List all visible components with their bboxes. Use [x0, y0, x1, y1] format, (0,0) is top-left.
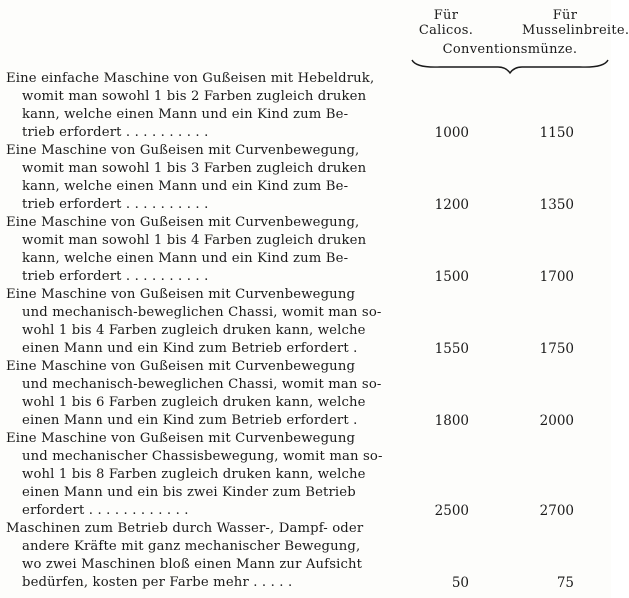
- entry-description-line: Eine Maschine von Gußeisen mit Curvenbewegung,: [6, 143, 360, 158]
- entry-description: [0, 286, 405, 358]
- currency-subheading: Conventionsmünze.: [442, 42, 578, 57]
- column-header-calicos-line2: Calicos.: [418, 23, 474, 38]
- price-entry: [0, 286, 611, 358]
- price-entry: [0, 214, 611, 286]
- price-musselin: 2700: [539, 503, 574, 519]
- entry-description-line: Eine Maschine von Gußeisen mit Curvenbewegung,: [6, 215, 360, 230]
- price-entry: [0, 142, 611, 214]
- column-header-musselin-line1: Für: [552, 8, 578, 23]
- price-calicos: 50: [451, 575, 469, 591]
- entry-description-line: Maschinen zum Betrieb durch Wasser-, Dampf- oder: [6, 521, 364, 536]
- entry-description-line: trieb erfordert . . . . . . . . . .: [22, 197, 209, 212]
- price-entry: [0, 520, 611, 592]
- entry-description-line: und mechanischer Chassisbewegung, womit man so-: [22, 449, 383, 464]
- entry-description-line: einen Mann und ein bis zwei Kinder zum Betrieb: [22, 485, 356, 500]
- column-header-musselin: [522, 8, 629, 38]
- entry-description: [0, 430, 405, 520]
- entry-description: [0, 520, 405, 592]
- entry-description-line: kann, welche einen Mann und ein Kind zum Be-: [22, 251, 349, 266]
- entry-description-line: wohl 1 bis 6 Farben zugleich druken kann, welche: [22, 395, 366, 410]
- entry-description-line: womit man sowohl 1 bis 2 Farben zugleich druken: [22, 89, 367, 104]
- entry-description-line: einen Mann und ein Kind zum Betrieb erfordert .: [22, 413, 358, 428]
- entry-description-line: Eine Maschine von Gußeisen mit Curvenbewegung: [6, 431, 356, 446]
- price-calicos: 1200: [434, 197, 469, 213]
- price-musselin: 1150: [539, 125, 574, 141]
- entry-description: [0, 70, 405, 142]
- price-calicos: 1000: [434, 125, 469, 141]
- entry-description-line: andere Kräfte mit ganz mechanischer Bewegung,: [22, 539, 361, 554]
- entry-description-line: wo zwei Maschinen bloß einen Mann zur Aufsicht: [22, 557, 363, 572]
- entry-description-line: trieb erfordert . . . . . . . . . .: [22, 269, 209, 284]
- entry-description: [0, 358, 405, 430]
- entry-description-line: kann, welche einen Mann und ein Kind zum Be-: [22, 107, 349, 122]
- price-calicos: 1500: [434, 269, 469, 285]
- price-calicos: 1800: [434, 413, 469, 429]
- price-musselin: 2000: [539, 413, 574, 429]
- entry-description-line: Eine einfache Maschine von Gußeisen mit Hebeldruk,: [6, 71, 375, 86]
- entry-description: [0, 214, 405, 286]
- entry-description-line: einen Mann und ein Kind zum Betrieb erfordert .: [22, 341, 358, 356]
- entry-description-line: bedürfen, kosten per Farbe mehr . . . . .: [22, 575, 293, 590]
- entry-description-line: kann, welche einen Mann und ein Kind zum Be-: [22, 179, 349, 194]
- price-entry: [0, 358, 611, 430]
- entry-description-line: womit man sowohl 1 bis 3 Farben zugleich druken: [22, 161, 367, 176]
- entry-description-line: erfordert . . . . . . . . . . . .: [22, 503, 189, 518]
- entry-description-line: Eine Maschine von Gußeisen mit Curvenbewegung: [6, 359, 356, 374]
- entry-description-line: und mechanisch-beweglichen Chassi, womit man so-: [22, 377, 382, 392]
- price-musselin: 1700: [539, 269, 574, 285]
- price-list: [0, 70, 611, 592]
- column-header-calicos: [414, 8, 478, 38]
- price-musselin: 1350: [539, 197, 574, 213]
- column-header-musselin-line2: Musselinbreite.: [522, 23, 629, 38]
- entry-description-line: Eine Maschine von Gußeisen mit Curvenbewegung: [6, 287, 356, 302]
- entry-description-line: trieb erfordert . . . . . . . . . .: [22, 125, 209, 140]
- price-entry: [0, 70, 611, 142]
- entry-description-line: und mechanisch-beweglichen Chassi, womit man so-: [22, 305, 382, 320]
- column-header-calicos-line1: Für: [433, 8, 459, 23]
- price-calicos: 1550: [434, 341, 469, 357]
- table-header: [400, 2, 629, 72]
- entry-description-line: wohl 1 bis 4 Farben zugleich druken kann, welche: [22, 323, 366, 338]
- entry-description-line: womit man sowohl 1 bis 4 Farben zugleich druken: [22, 233, 367, 248]
- price-calicos: 2500: [434, 503, 469, 519]
- entry-description: [0, 142, 405, 214]
- price-musselin: 1750: [539, 341, 574, 357]
- price-musselin: 75: [556, 575, 574, 591]
- price-entry: [0, 430, 611, 520]
- entry-description-line: wohl 1 bis 8 Farben zugleich druken kann, welche: [22, 467, 366, 482]
